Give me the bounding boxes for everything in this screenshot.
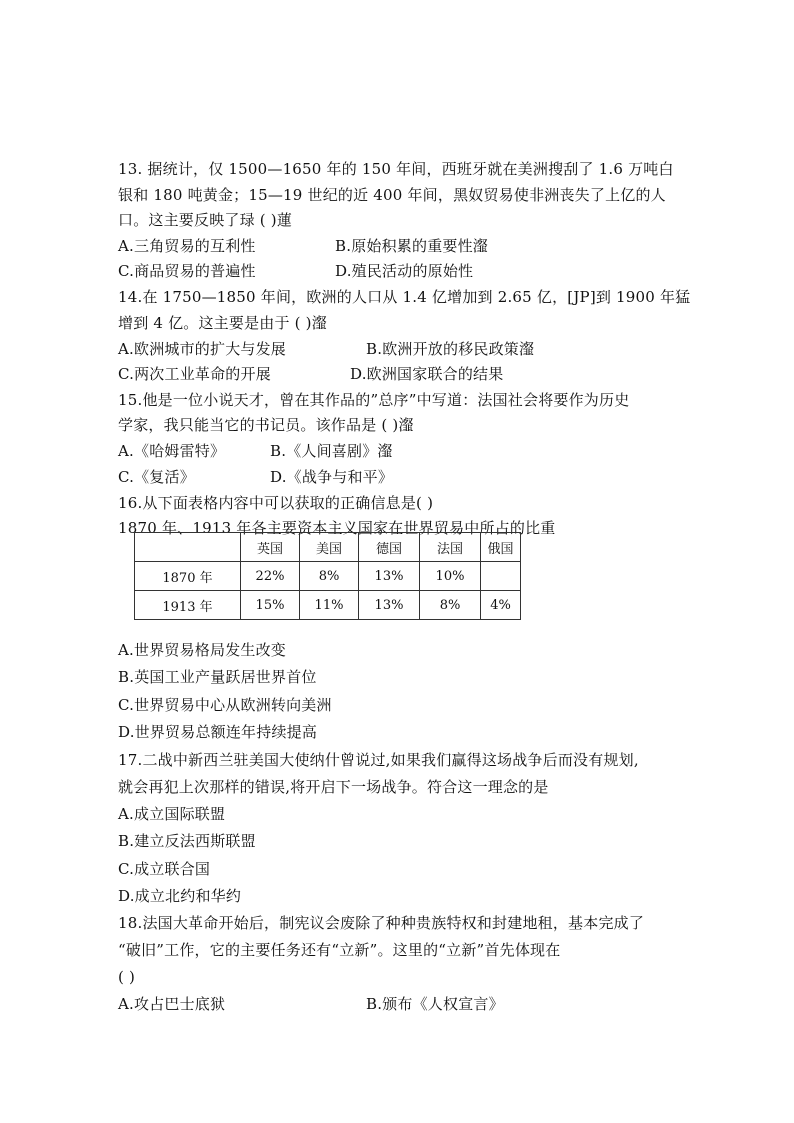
q15-stem-line-2: 学家，我只能当它的书记员。该作品是 ( )瀣: [118, 416, 414, 434]
q14-option-c: C.两次工业革命的开展: [118, 365, 271, 383]
q13-option-a: A.三角贸易的互利性: [118, 237, 256, 255]
q15-option-d: D.《战争与和平》: [270, 468, 394, 486]
table-cell: 4%: [481, 591, 521, 620]
trade-share-table: [134, 532, 521, 620]
q17-stem-line-2: 就会再犯上次那样的错误,将开启下一场战争。符合这一理念的是: [118, 778, 549, 796]
q18-stem-line-1: 18.法国大革命开始后，制宪议会废除了种种贵族特权和封建地租，基本完成了: [118, 914, 645, 932]
table-cell: [481, 562, 521, 591]
table-cell: 1870 年: [135, 562, 241, 591]
table-header-cell: [135, 533, 241, 562]
q13-stem-line-2: 银和 180 吨黄金；15—19 世纪的近 400 年间，黑奴贸易使非洲丧失了上亿的人: [118, 186, 666, 204]
q17-option-c: C.成立联合国: [118, 860, 211, 878]
q14-stem-line-2: 增到 4 亿。这主要是由于 ( )瀣: [118, 314, 327, 332]
table-cell: 15%: [241, 591, 300, 620]
table-row: [135, 591, 521, 620]
q17-stem-line-1: 17.二战中新西兰驻美国大使纳什曾说过,如果我们赢得这场战争后而没有规划,: [118, 751, 639, 769]
q16-option-c: C.世界贸易中心从欧洲转向美洲: [118, 696, 332, 714]
q14-option-b: B.欧洲开放的移民政策瀣: [366, 340, 535, 358]
q13-option-c: C.商品贸易的普遍性: [118, 262, 256, 280]
q17-option-a: A.成立国际联盟: [118, 805, 226, 823]
table-header-cell: 法国: [420, 533, 481, 562]
q16-stem: 16.从下面表格内容中可以获取的正确信息是( ): [118, 494, 434, 512]
table-cell: 8%: [300, 562, 359, 591]
q17-option-b: B.建立反法西斯联盟: [118, 832, 256, 850]
q16-option-d: D.世界贸易总额连年持续提高: [118, 723, 318, 741]
q14-option-d: D.欧洲国家联合的结果: [350, 365, 504, 383]
q18-stem-line-3: ( ): [118, 968, 136, 986]
q15-option-b: B.《人间喜剧》瀣: [270, 442, 393, 460]
table-cell: 1913 年: [135, 591, 241, 620]
q15-option-c: C.《复活》: [118, 468, 195, 486]
table-cell: 13%: [359, 591, 420, 620]
table-header-cell: 俄国: [481, 533, 521, 562]
table-cell: 10%: [420, 562, 481, 591]
table-cell: 8%: [420, 591, 481, 620]
q13-option-b: B.原始积累的重要性瀣: [335, 237, 488, 255]
q13-stem-line-3: 口。这主要反映了琭 ( )蓮: [118, 211, 293, 229]
table-cell: 22%: [241, 562, 300, 591]
q16-option-a: A.世界贸易格局发生改变: [118, 641, 287, 659]
q14-stem-line-1: 14.在 1750—1850 年间，欧洲的人口从 1.4 亿增加到 2.65 亿，[JP]到 1900 年猛: [118, 288, 691, 306]
q16-table-title: 1870 年、1913 年各主要资本主义国家在世界贸易中所占的比重: [118, 519, 556, 537]
q17-option-d: D.成立北约和华约: [118, 887, 242, 905]
table-cell: 11%: [300, 591, 359, 620]
q14-option-a: A.欧洲城市的扩大与发展: [118, 340, 287, 358]
q18-option-a: A.攻占巴士底狱: [118, 995, 226, 1013]
table-row: [135, 562, 521, 591]
q16-option-b: B.英国工业产量跃居世界首位: [118, 668, 317, 686]
table-header-cell: 德国: [359, 533, 420, 562]
q13-option-d: D.殖民活动的原始性: [335, 262, 474, 280]
table-header-cell: 英国: [241, 533, 300, 562]
q15-option-a: A.《哈姆雷特》: [118, 442, 226, 460]
q15-stem-line-1: 15.他是一位小说天才，曾在其作品的”总序”中写道：法国社会将要作为历史: [118, 391, 630, 409]
q18-option-b: B.颁布《人权宣言》: [366, 995, 504, 1013]
table-cell: 13%: [359, 562, 420, 591]
table-header-row: [135, 533, 521, 562]
q13-stem-line-1: 13. 据统计，仅 1500—1650 年的 150 年间，西班牙就在美洲搜刮了 1.6 万吨白: [118, 160, 674, 178]
q18-stem-line-2: “破旧”工作，它的主要任务还有“立新”。这里的“立新”首先体现在: [118, 941, 561, 959]
table-header-cell: 美国: [300, 533, 359, 562]
